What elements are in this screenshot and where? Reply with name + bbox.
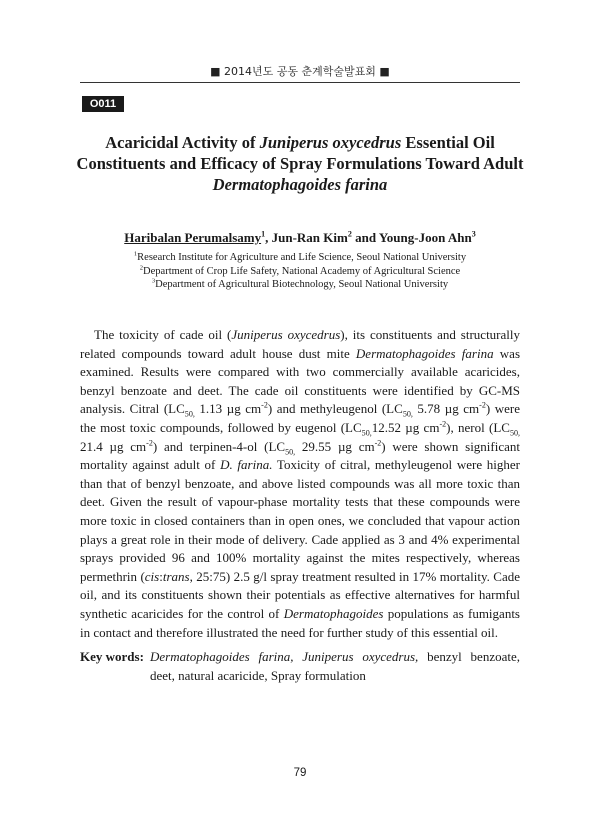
affiliation-text: Department of Crop Life Safety, National Academy of Agricultural Science [143, 265, 461, 277]
abstract-italic: D. farina. [220, 457, 273, 473]
abstract-text: ), nerol (LC [446, 419, 510, 435]
author-affiliation-mark: 1 [261, 229, 266, 239]
unit-exponent: -2 [479, 401, 486, 411]
author-name: Haribalan Perumalsamy [124, 230, 262, 245]
author-name: Jun-Ran Kim [271, 230, 348, 245]
header-rule [80, 82, 520, 83]
unit-exponent: -2 [146, 438, 153, 448]
abstract-text: : [159, 568, 163, 584]
affiliation-text: Department of Agricultural Biotechnology, Seoul National University [155, 279, 449, 290]
unit-exponent: -2 [261, 401, 268, 411]
abstract-text: ) were shown significant mortality against adult of [80, 438, 521, 473]
abstract-text: ), its constituents and structurally related compounds toward adult house dust mite [80, 327, 521, 361]
keywords-label: Key words: [80, 649, 144, 664]
abstract-text: 21.4 µg cm [80, 438, 147, 454]
lc50-subscript: 50, [184, 409, 195, 419]
title-part-1: Acaricidal Activity of [105, 133, 260, 152]
abstract-italic: Dermatophagoides [283, 605, 384, 621]
abstract-text: Toxicity of citral, methyleugenol were higher than that of benzyl benzoate, and above listed compounds was all more toxic than deet. Given the result of vapour-phase mortality tests that these compounds were more toxic in closed containers than in open ones, we concluded that vapour action plays a great role in their mode of delivery. Cade applied as 3 and 4% experimental sprays provided 96 and 100% mortality against the mites respectively, whereas permethrin ( [80, 457, 521, 584]
affiliation-mark: 1 [133, 250, 138, 258]
affiliation-line [0, 265, 600, 279]
lc50-subscript: 50, [361, 428, 372, 438]
author-affiliation-mark: 3 [471, 229, 476, 239]
abstract-text: 12.52 µg cm [371, 419, 440, 435]
author-name: Young-Joon Ahn [378, 230, 472, 245]
abstract-text: ) and terpinen-4-ol (LC [152, 438, 286, 454]
affiliation-text: Research Institute for Agriculture and Life Science, Seoul National University [137, 252, 467, 263]
page-number: 79 [293, 767, 307, 779]
lc50-subscript: 50, [402, 409, 413, 419]
author-list [0, 230, 600, 246]
abstract-text: 29.55 µg cm [295, 438, 375, 454]
abstract-italic: trans [162, 568, 190, 584]
abstract-italic: Dermatophagoides farina [355, 345, 494, 361]
author-affiliation-mark: 2 [347, 229, 352, 239]
affiliation-mark: 3 [151, 277, 156, 285]
affiliation-list [0, 251, 600, 292]
title-part-2: Essential Oil Constituents and Efficacy of Spray Formulations Toward Adult [76, 133, 524, 173]
abstract-italic: cis [144, 568, 160, 584]
lc50-subscript: 50, [509, 428, 521, 438]
unit-exponent: -2 [374, 438, 382, 448]
running-header: ■ 2014년도 공동 춘계학술발표회 ■ [210, 65, 390, 78]
abstract-text: 1.13 µg cm [194, 401, 262, 417]
abstract-text: 5.78 µg cm [412, 401, 480, 417]
keywords-section [80, 648, 520, 685]
paper-title [70, 132, 530, 195]
keywords-italic: Dermatophagoides farina, Juniperus oxycedrus, [150, 649, 419, 664]
abstract-text: was examined. Results were compared with two commercially available acaricides, benzyl benzoate and deet. The cade oil constituents were identified by GC-MS analysis. Citral (LC [80, 345, 520, 417]
abstract-id-badge: O011 [82, 96, 124, 112]
abstract-text: ) and methyleugenol (LC [267, 401, 403, 417]
affiliation-line [0, 251, 600, 265]
keywords-plain: benzyl benzoate, deet, natural acaricide, Spray formulation [150, 649, 520, 683]
author-separator: , [265, 230, 272, 245]
lc50-subscript: 50, [285, 447, 296, 457]
affiliation-mark: 2 [139, 264, 144, 271]
abstract-body [80, 326, 520, 642]
affiliation-line [0, 278, 600, 292]
abstract-text: , 25:75) 2.5 g/l spray treatment resulted in 17% mortality. Cade oil, and its constituents shown their potentials as effective alternatives for harmful synthetic acaricides for the control of [80, 568, 520, 621]
title-mite-species: Dermatophagoides farina [212, 175, 388, 194]
author-separator: and [351, 230, 379, 245]
keywords-text [150, 648, 520, 685]
abstract-text: The toxicity of cade oil ( [94, 327, 232, 342]
abstract-text: ) were the most toxic compounds, followed by eugenol (LC [80, 401, 520, 435]
abstract-text: populations as fumigants in contact and therefore illustrated the need for further study of this essential oil. [80, 605, 520, 640]
abstract-italic: Juniperus oxycedrus [231, 327, 341, 342]
title-species: Juniperus oxycedrus [259, 133, 402, 152]
unit-exponent: -2 [439, 419, 447, 429]
